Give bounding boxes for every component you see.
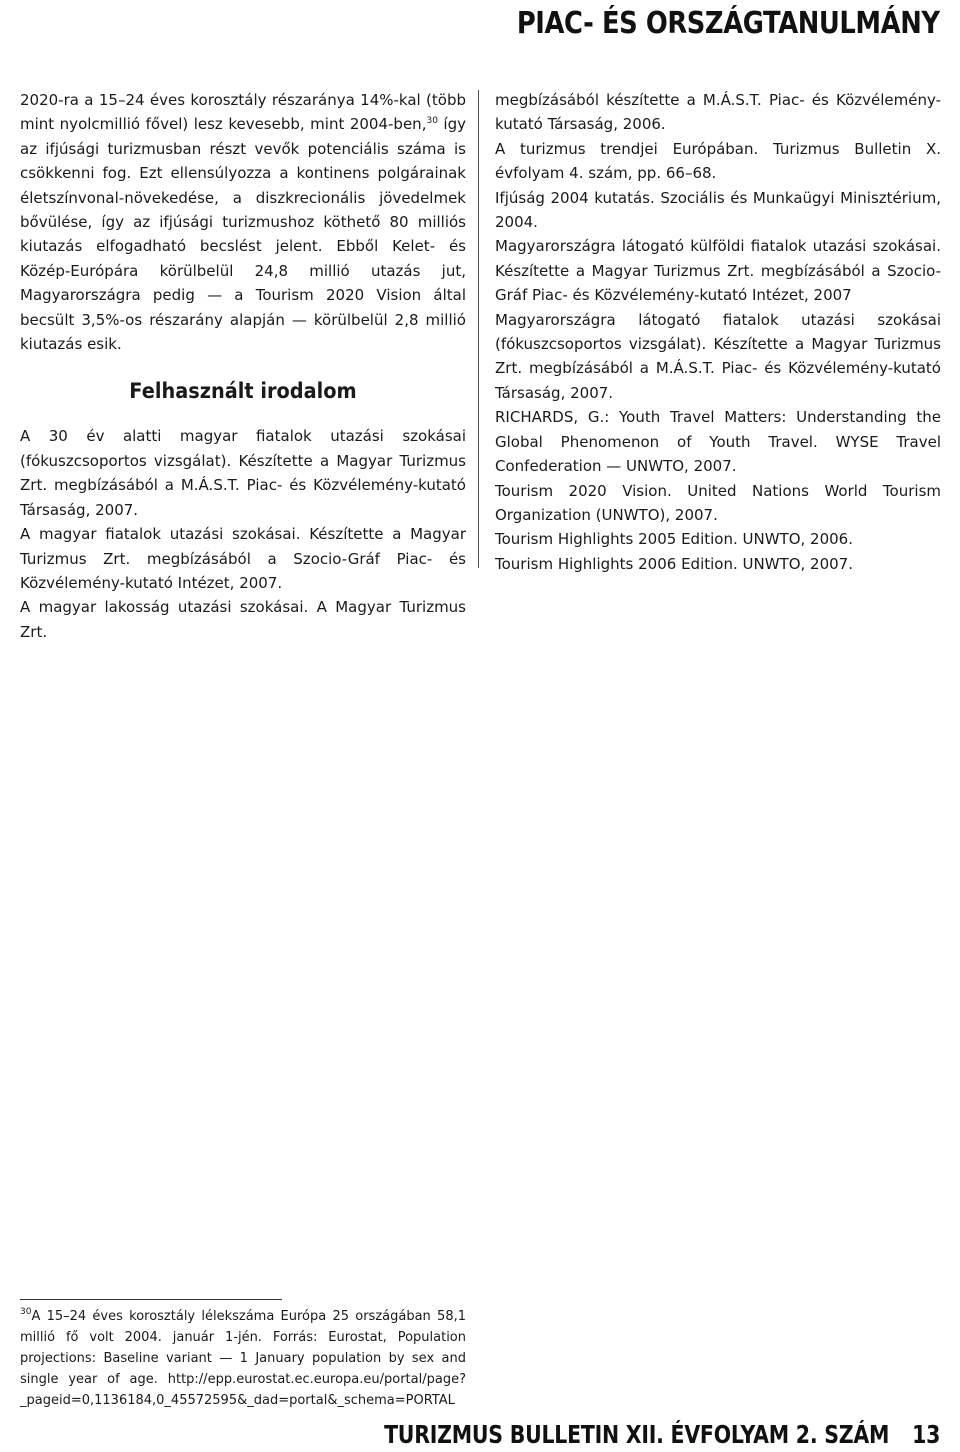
body-paragraph [20, 88, 466, 356]
reference-entry: Ifjúság 2004 kutatás. Szociális és Munkaügyi Minisztérium, 2004. [495, 188, 941, 232]
reference-entry: A turizmus trendjei Európában. Turizmus Bulletin X. évfolyam 4. szám, pp. 66–68. [495, 139, 941, 183]
reference-entry: A 30 év alatti magyar fiatalok utazási szokásai (fókuszcsoportos vizsgálat). Készítette a Magyar Turizmus Zrt. megbízásából a M.Á.S.T. Piac- és Közvélemény-kutató Társaság, 2007. [20, 427, 466, 519]
column-divider [478, 90, 479, 568]
reference-entry: Tourism 2020 Vision. United Nations World Tourism Organization (UNWTO), 2007. [495, 481, 941, 524]
paragraph-text-part1: 2020-ra a 15–24 éves korosztály részaránya 14%-kal (több mint nyolcmillió fővel) lesz kevesebb, mint 2004-ben, [20, 91, 466, 134]
reference-entry: A magyar fiatalok utazási szokásai. Készítette a Magyar Turizmus Zrt. megbízásából a Szocio-Gráf Piac- és Közvélemény-kutató Intézet, 2007. [20, 525, 466, 592]
footnote-number: 30 [20, 1307, 32, 1317]
folio [384, 1420, 940, 1449]
reference-entry: Magyarországra látogató külföldi fiatalok utazási szokásai. Készítette a Magyar Turizmus Zrt. megbízásából a Szocio-Gráf Piac- és Közvélemény-kutató Intézet, 2007 [495, 237, 941, 305]
reference-entry: RICHARDS, G.: Youth Travel Matters: Understanding the Global Phenomenon of Youth Travel. WYSE Travel Confederation — UNWTO, 2007. [495, 408, 941, 476]
reference-entry: Tourism Highlights 2005 Edition. UNWTO, 2006. [495, 530, 853, 549]
references-heading: Felhasznált irodalom [129, 379, 357, 404]
footnote [20, 1306, 466, 1411]
running-head: PIAC- ÉS ORSZÁGTANULMÁNY [517, 6, 940, 41]
page-number: 13 [911, 1420, 940, 1449]
footnote-rule [20, 1299, 282, 1300]
right-column [495, 88, 941, 576]
paragraph-text-part2: így az ifjúsági turizmusban részt vevők potenciális száma is csökkenni fog. Ezt ellensúlyozza a kontinens polgárainak életszínvonal-növekedése, a diszkrecionális jövedelmek bővülése, így az ifjúsági turizmushoz köthető 80 milliós kiutazás elfogadható becslést jelent. Ebből Kelet- és Közép-Európára körülbelül 24,8 millió utazás jut, Magyarországra pedig — a Tourism 2020 Vision által becsült 3,5%-os részarány alapján — körülbelül 2,8 millió kiutazás esik. [20, 115, 466, 354]
footnote-text: A 15–24 éves korosztály lélekszáma Európa 25 országában 58,1 millió fő volt 2004. január 1-jén. Forrás: Eurostat, Population projections: Baseline variant — 1 January population by sex and single year of age. http://epp.eurostat.ec.europa.eu/portal/page?_pageid=0,1136184,0_45572595&_dad=portal&_schema=PORTAL [20, 1309, 466, 1408]
left-column [20, 88, 466, 644]
publication-title: TURIZMUS BULLETIN XII. ÉVFOLYAM 2. SZÁM [383, 1420, 889, 1449]
reference-entry: A magyar lakosság utazási szokásai. A Magyar Turizmus Zrt. [20, 598, 466, 641]
reference-entry: Tourism Highlights 2006 Edition. UNWTO, 2007. [495, 554, 853, 573]
reference-entry: megbízásából készítette a M.Á.S.T. Piac- és Közvélemény-kutató Társaság, 2006. [495, 91, 941, 134]
footnote-reference: 30 [426, 116, 438, 127]
reference-entry: Magyarországra látogató fiatalok utazási szokásai (fókuszcsoportos vizsgálat). Készítette a Magyar Turizmus Zrt. megbízásából a M.Á.S.T. Piac- és Közvélemény-kutató Társaság, 2007. [495, 310, 941, 402]
